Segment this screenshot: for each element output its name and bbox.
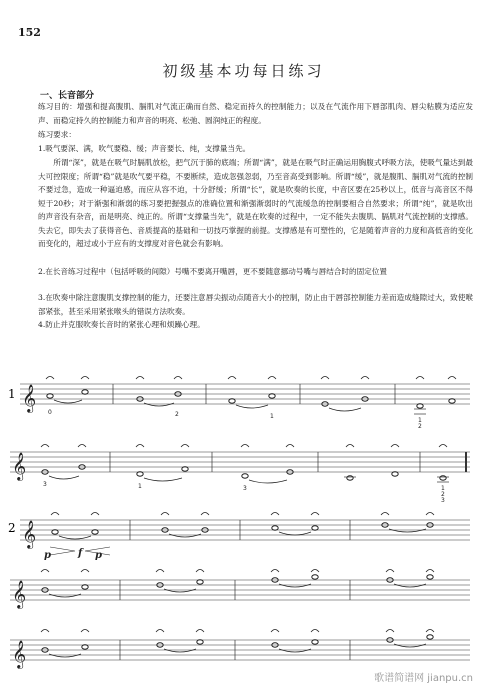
fermata-icons [41,377,456,633]
fingering-mark: 2 [418,423,422,430]
staff-4 [10,580,470,600]
fingering-mark: 0 [48,409,52,416]
fingering-mark: 1 [138,483,142,490]
fingering-mark: 3 [441,497,445,504]
fingering-mark: 3 [243,485,247,492]
requirement-item-2: 2.在长音练习过程中（包括呼吸的间隙）号嘴不要离开嘴唇，更不要随意挪动号嘴与唇结合时的固定位置 [38,267,387,276]
requirements-label: 练习要求： [38,130,76,139]
requirement-item-1-detail: 所谓“深”，就是在吸气时膈肌放松，把气沉于肺的底端；所谓“满”，就是在吸气时正确运用胸腹式呼吸方法，使吸气量达到最大可控限度；所谓“稳”就是吹气要平稳，不要断续，造成忽强忽弱，乃至音高受到影响。所谓“缓”，就是腹肌、膈肌对气流的控制不要过急，造成一种逼迫感，而应从容不迫，十分舒缓；所谓“长”，就是吹奏的长度，中音区要在25秒以上，低音与高音区不得短于20秒；对于渐强和渐弱的练习要把握强点的准确位置和渐强渐弱时的气流缓急的控制要相合自然要求；所谓“纯”，就是吹出的声音没有杂音，而是明亮、纯正的。所谓“支撑量当先”，就是在吹奏的过程中，一定不能失去腹肌、膈肌对气流控制的支撑感。失去它，即失去了获得音色、音质提高的基础和一切技巧掌握的前提。支撑感是有可塑性的，它是随着声音的力度和高低音的变化而变化的，超过或小于应有的支撑度对音色就会有影响。 [38,158,473,248]
exercise-number: 1 [8,387,16,401]
practice-goal: 练习目的：增强和提高腹肌、膈肌对气流正确而自然、稳定而持久的控制能力；以及在气流作用下唇部肌肉、唇尖粘膜为适应发声、而稳定持久的控制能力和声音的明亮、松弛、圆润纯正的程度。 [38,102,473,125]
dynamic-mark: p [95,550,102,561]
fingering-mark: 1 [418,417,422,424]
dynamic-mark: f [78,548,83,559]
requirement-item-4: 4.防止并克服吹奏长音时的紧张心理和烦躁心理。 [38,320,205,329]
dynamic-mark: p [44,550,51,561]
ledger-lines [344,409,449,482]
treble-clef-icon: 𝄞 [12,640,27,668]
fingering-mark: 2 [441,491,445,498]
page-number: 152 [18,26,41,39]
requirement-item-3: 3.在吹奏中除注意腹肌支撑控制的能力，还要注意唇尖振动点随音大小的控制，防止由于唇部控制能力差而造成缝隙过大，致使喉部紧张，甚至采用紧张喉头的错误方法吹奏。 [38,293,473,316]
exercise-number: 2 [8,521,16,535]
fingering-mark: 1 [441,485,445,492]
treble-clef-icon: 𝄞 [22,520,37,548]
bar-lines [110,384,420,660]
page-title: 初级基本功每日练习 [162,62,325,80]
treble-clef-icon: 𝄞 [22,384,37,412]
treble-clef-icon: 𝄞 [12,580,27,608]
fingering-mark: 1 [270,413,274,420]
section-heading: 一、长音部分 [40,91,95,101]
requirement-item-1: 1.吸气要深、满，吹气要稳、缓；声音要长、纯，支撑量当先。 [38,144,251,153]
staff-5 [10,640,470,660]
fingering-mark: 2 [175,411,179,418]
whole-notes [42,390,455,652]
staff-2 [10,452,470,472]
watermark: 歌谱简谱网 jianpu.cn [374,673,473,684]
fingering-mark: 3 [43,481,47,488]
ties [49,400,426,657]
treble-clef-icon: 𝄞 [12,452,27,480]
